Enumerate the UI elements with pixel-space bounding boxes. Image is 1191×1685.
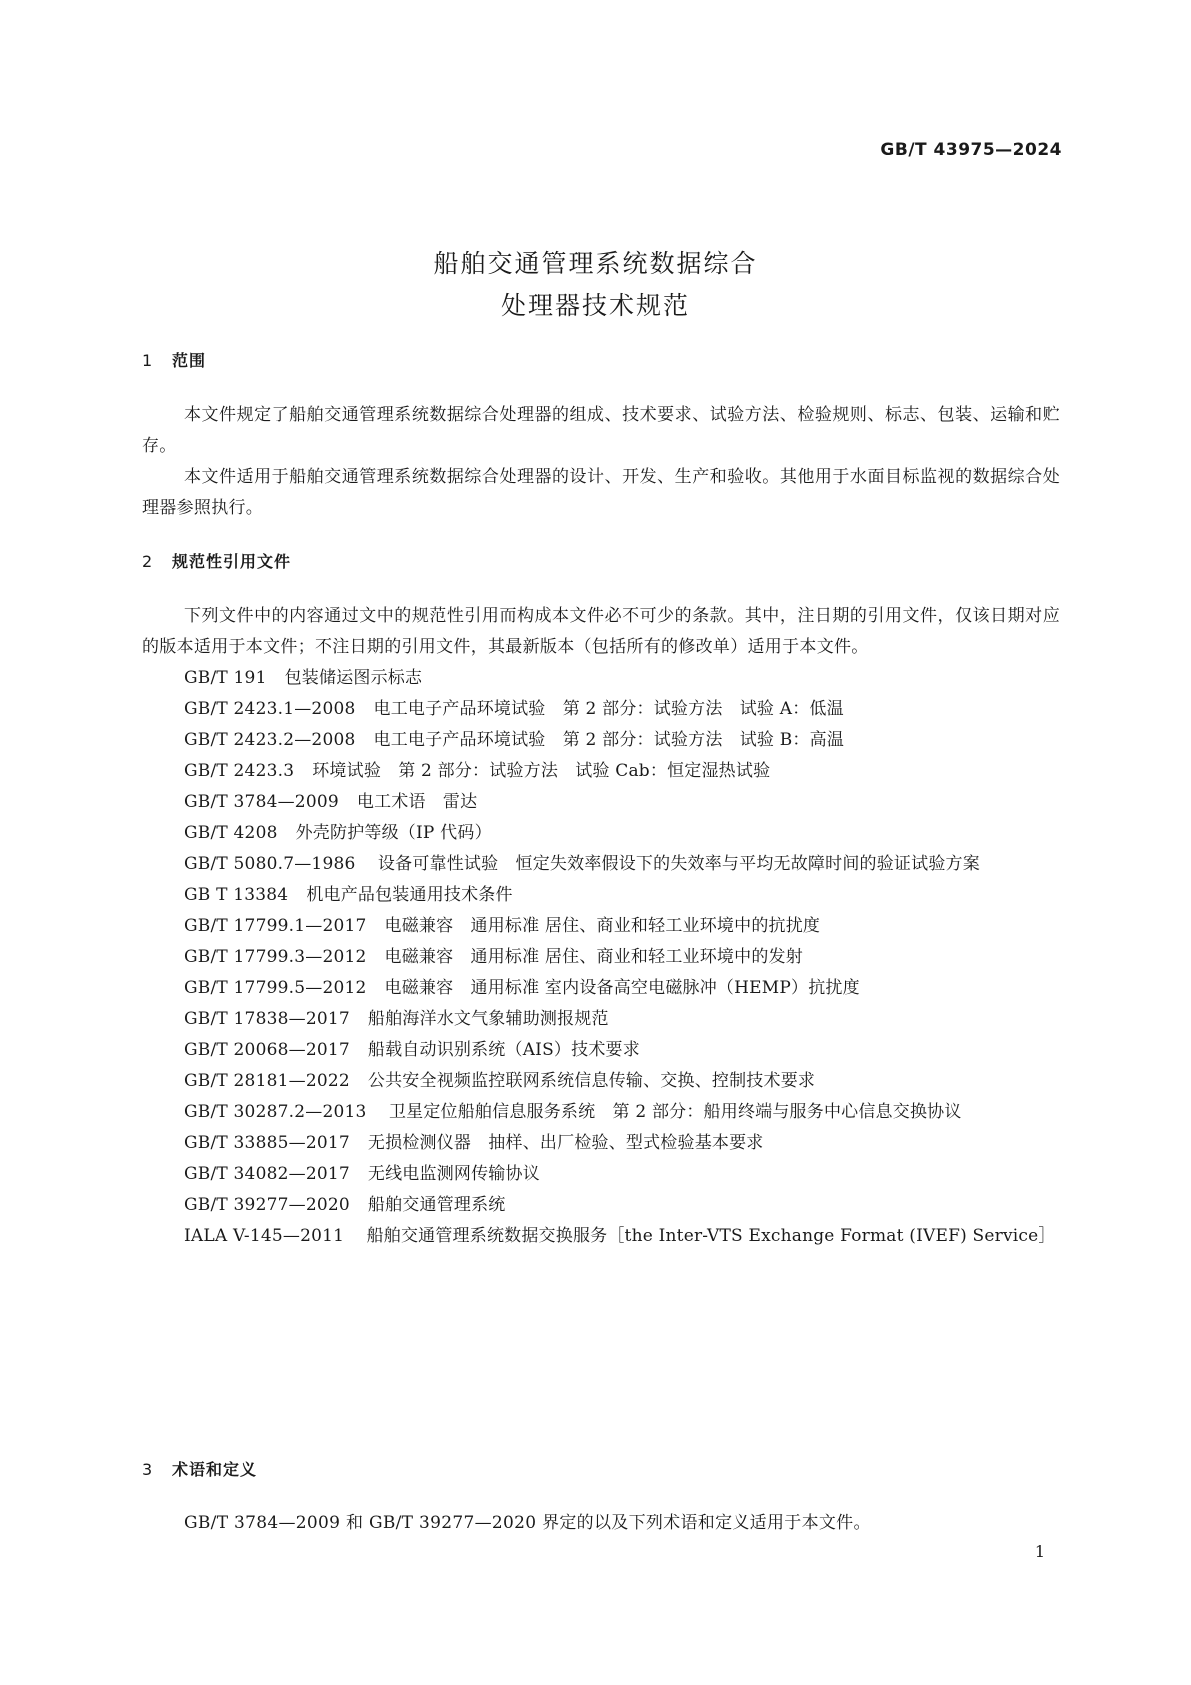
reference-code: GB/T 191 — [184, 668, 267, 688]
page-number: 1 — [1034, 1542, 1045, 1561]
paragraph: GB/T 3784—2009 和 GB/T 39277—2020 界定的以及下列术语和定义适用于本文件。 — [184, 1513, 871, 1533]
reference-code: GB/T 2423.1—2008 — [184, 699, 356, 719]
reference-code: GB/T 20068—2017 — [184, 1040, 350, 1060]
reference-item — [142, 725, 1060, 756]
reference-title: 卫星定位船舶信息服务系统 第 2 部分：船用终端与服务中心信息交换协议 — [388, 1102, 962, 1122]
paragraph: 下列文件中的内容通过文中的规范性引用而构成本文件必不可少的条款。其中，注日期的引用文件，仅该日期对应的版本适用于本文件；不注日期的引用文件，其最新版本（包括所有的修改单）适用于本文件。 — [142, 606, 1060, 657]
reference-code: GB/T 5080.7—1986 — [184, 854, 356, 874]
reference-title: 无损检测仪器 抽样、出厂检验、型式检验基本要求 — [367, 1133, 764, 1153]
reference-title: 无线电监测网传输协议 — [367, 1164, 540, 1184]
reference-title: 船舶交通管理系统数据交换服务［the Inter-VTS Exchange Format (IVEF) Service］ — [366, 1226, 1056, 1246]
reference-title: 船载自动识别系统（AIS）技术要求 — [367, 1040, 640, 1060]
reference-item — [142, 911, 1060, 942]
section-number: 2 — [142, 552, 154, 571]
reference-code: GB/T 34082—2017 — [184, 1164, 350, 1184]
section-title: 范围 — [172, 351, 207, 370]
reference-item — [142, 818, 1060, 849]
reference-item — [142, 942, 1060, 973]
section-1-heading — [142, 348, 206, 371]
reference-code: GB/T 17799.5—2012 — [184, 978, 367, 998]
reference-code: GB/T 17799.1—2017 — [184, 916, 367, 936]
document-title — [0, 243, 1191, 327]
reference-item — [142, 880, 1060, 911]
reference-code: GB/T 17838—2017 — [184, 1009, 350, 1029]
paragraph: 本文件适用于船舶交通管理系统数据综合处理器的设计、开发、生产和验收。其他用于水面目标监视的数据综合处理器参照执行。 — [142, 467, 1060, 518]
reference-code: GB/T 30287.2—2013 — [184, 1102, 367, 1122]
title-line-1: 船舶交通管理系统数据综合 — [433, 249, 758, 278]
reference-item — [142, 1190, 1060, 1221]
reference-title: 设备可靠性试验 恒定失效率假设下的失效率与平均无故障时间的验证试验方案 — [377, 854, 980, 874]
reference-code: GB/T 2423.2—2008 — [184, 730, 356, 750]
reference-item — [142, 1097, 1060, 1128]
standard-code: GB/T 43975—2024 — [880, 140, 1062, 160]
reference-title: 外壳防护等级（IP 代码） — [295, 823, 492, 843]
reference-item — [142, 849, 1060, 880]
title-line-2: 处理器技术规范 — [500, 291, 690, 320]
section-3-body — [142, 1508, 1060, 1539]
reference-code: IALA V-145—2011 — [184, 1226, 345, 1246]
reference-title: 环境试验 第 2 部分：试验方法 试验 Cab：恒定湿热试验 — [312, 761, 771, 781]
reference-code: GB/T 4208 — [184, 823, 278, 843]
reference-title: 电磁兼容 通用标准 居住、商业和轻工业环境中的抗扰度 — [384, 916, 821, 936]
reference-title: 包装储运图示标志 — [284, 668, 423, 688]
paragraph: 本文件规定了船舶交通管理系统数据综合处理器的组成、技术要求、试验方法、检验规则、标志、包装、运输和贮存。 — [142, 405, 1060, 456]
section-number: 1 — [142, 351, 154, 370]
reference-title: 电工术语 雷达 — [356, 792, 478, 812]
reference-item — [142, 1159, 1060, 1190]
reference-title: 船舶海洋水文气象辅助测报规范 — [367, 1009, 609, 1029]
reference-item — [142, 1128, 1060, 1159]
reference-item — [142, 756, 1060, 787]
reference-item — [142, 1004, 1060, 1035]
reference-title: 公共安全视频监控联网系统信息传输、交换、控制技术要求 — [367, 1071, 816, 1091]
reference-item — [142, 1066, 1060, 1097]
reference-code: GB/T 17799.3—2012 — [184, 947, 367, 967]
section-3-heading — [142, 1457, 257, 1480]
reference-code: GB/T 33885—2017 — [184, 1133, 350, 1153]
reference-code: GB/T 39277—2020 — [184, 1195, 350, 1215]
reference-item — [142, 1035, 1060, 1066]
reference-item — [142, 663, 1060, 694]
reference-item — [142, 1221, 1060, 1252]
section-number: 3 — [142, 1460, 154, 1479]
reference-item — [142, 787, 1060, 818]
reference-title: 船舶交通管理系统 — [367, 1195, 506, 1215]
section-2-body — [142, 601, 1060, 1252]
section-title: 术语和定义 — [172, 1460, 258, 1479]
reference-title: 电工电子产品环境试验 第 2 部分：试验方法 试验 B：高温 — [373, 730, 845, 750]
section-2-heading — [142, 549, 291, 572]
reference-code: GB/T 2423.3 — [184, 761, 295, 781]
reference-code: GB T 13384 — [184, 885, 289, 905]
reference-item — [142, 973, 1060, 1004]
reference-item — [142, 694, 1060, 725]
reference-title: 电磁兼容 通用标准 室内设备高空电磁脉冲（HEMP）抗扰度 — [384, 978, 860, 998]
reference-title: 电工电子产品环境试验 第 2 部分：试验方法 试验 A：低温 — [373, 699, 844, 719]
section-title: 规范性引用文件 — [172, 552, 292, 571]
reference-code: GB/T 3784—2009 — [184, 792, 339, 812]
reference-title: 电磁兼容 通用标准 居住、商业和轻工业环境中的发射 — [384, 947, 803, 967]
section-1-body — [142, 400, 1060, 524]
reference-code: GB/T 28181—2022 — [184, 1071, 350, 1091]
reference-title: 机电产品包装通用技术条件 — [306, 885, 513, 905]
